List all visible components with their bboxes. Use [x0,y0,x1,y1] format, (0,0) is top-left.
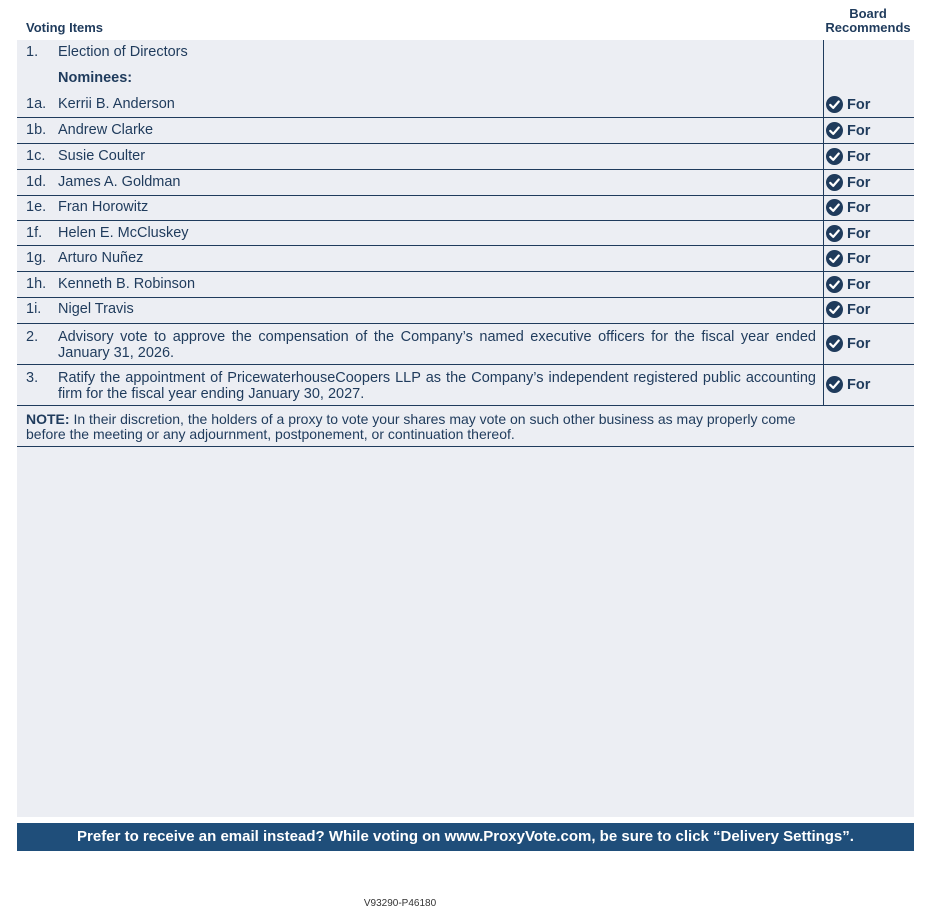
note-label: NOTE: [26,411,70,427]
proposal-number: 2. [26,329,39,345]
recommendation-label: For [847,250,871,267]
check-circle-icon [826,376,843,393]
recommendation-label: For [847,335,871,352]
board-recommends-line2: Recommends [825,20,911,35]
email-delivery-banner: Prefer to receive an email instead? While voting on www.ProxyVote.com, be sure to click “Delivery Settings”. [17,823,914,851]
board-recommends-line1: Board [849,6,887,21]
nominee-name: Fran Horowitz [58,199,149,215]
nominee-name: Arturo Nuñez [58,250,144,266]
nominee-row [17,272,914,298]
board-recommends-header [818,7,918,35]
recommendation [826,122,870,139]
check-circle-icon [826,250,843,267]
recommendation-label: For [847,96,871,113]
nominee-row [17,246,914,272]
check-circle-icon [826,335,843,352]
proposal-text: Ratify the appointment of PricewaterhouseCoopers LLP as the Company’s independent registered public accounting firm for the fiscal year ending January 30, 2027. [58,370,816,402]
nominee-name: Andrew Clarke [58,122,154,138]
proposal-number: 1. [26,44,39,60]
recommendation-label: For [847,276,871,293]
check-circle-icon [826,148,843,165]
check-circle-icon [826,301,843,318]
nominee-number: 1h. [26,276,47,292]
nominee-row [17,298,914,324]
proposal-3-row [17,365,914,406]
recommendation-label: For [847,148,871,165]
note-divider [17,446,914,447]
nominee-name: Kerrii B. Anderson [58,96,175,112]
nominee-row [17,92,914,118]
nominee-name: Kenneth B. Robinson [58,276,196,292]
nominee-name: Nigel Travis [58,301,134,317]
nominee-row [17,170,914,196]
recommendation [826,335,870,352]
nominee-number: 1b. [26,122,47,138]
nominee-row [17,221,914,246]
check-circle-icon [826,199,843,216]
recommendation-label: For [847,174,871,191]
nominee-number: 1d. [26,174,47,190]
recommendation [826,250,870,267]
check-circle-icon [826,174,843,191]
check-circle-icon [826,225,843,242]
voting-items-header: Voting Items [26,20,104,35]
recommendation [826,301,870,318]
recommendation-label: For [847,376,871,393]
nominee-number: 1a. [26,96,47,112]
nominee-number: 1c. [26,148,46,164]
proposal-1-row [17,44,914,66]
nominee-number: 1e. [26,199,47,215]
note-text: In their discretion, the holders of a proxy to vote your shares may vote on such other business as may properly come before the meeting or any adjournment, postponement, or continuation thereof. [26,411,796,442]
nominees-label-row [17,70,914,92]
nominee-number: 1g. [26,250,47,266]
proposal-number: 3. [26,370,39,386]
nominee-number: 1f. [26,225,43,241]
document-control-code: V93290-P46180 [363,898,437,909]
recommendation [826,148,870,165]
recommendation [826,225,870,242]
nominees-label: Nominees: [58,70,133,86]
nominee-name: Susie Coulter [58,148,146,164]
recommendation [826,199,870,216]
recommendation-label: For [847,225,871,242]
check-circle-icon [826,276,843,293]
nominee-name: James A. Goldman [58,174,181,190]
note-paragraph [26,412,816,442]
nominee-number: 1i. [26,301,42,317]
recommendation-label: For [847,199,871,216]
recommendation [826,174,870,191]
nominee-row [17,144,914,170]
check-circle-icon [826,122,843,139]
recommendation [826,276,870,293]
recommendation-label: For [847,122,871,139]
nominee-row [17,196,914,221]
proposal-title: Election of Directors [58,44,188,60]
nominee-name: Helen E. McCluskey [58,225,189,241]
recommendation [826,376,870,393]
proposal-2-row [17,324,914,365]
recommendation-label: For [847,301,871,318]
check-circle-icon [826,96,843,113]
nominee-row [17,118,914,144]
recommendation [826,96,870,113]
proposal-text: Advisory vote to approve the compensation of the Company’s named executive officers for the fiscal year ended January 31, 2026. [58,329,816,361]
